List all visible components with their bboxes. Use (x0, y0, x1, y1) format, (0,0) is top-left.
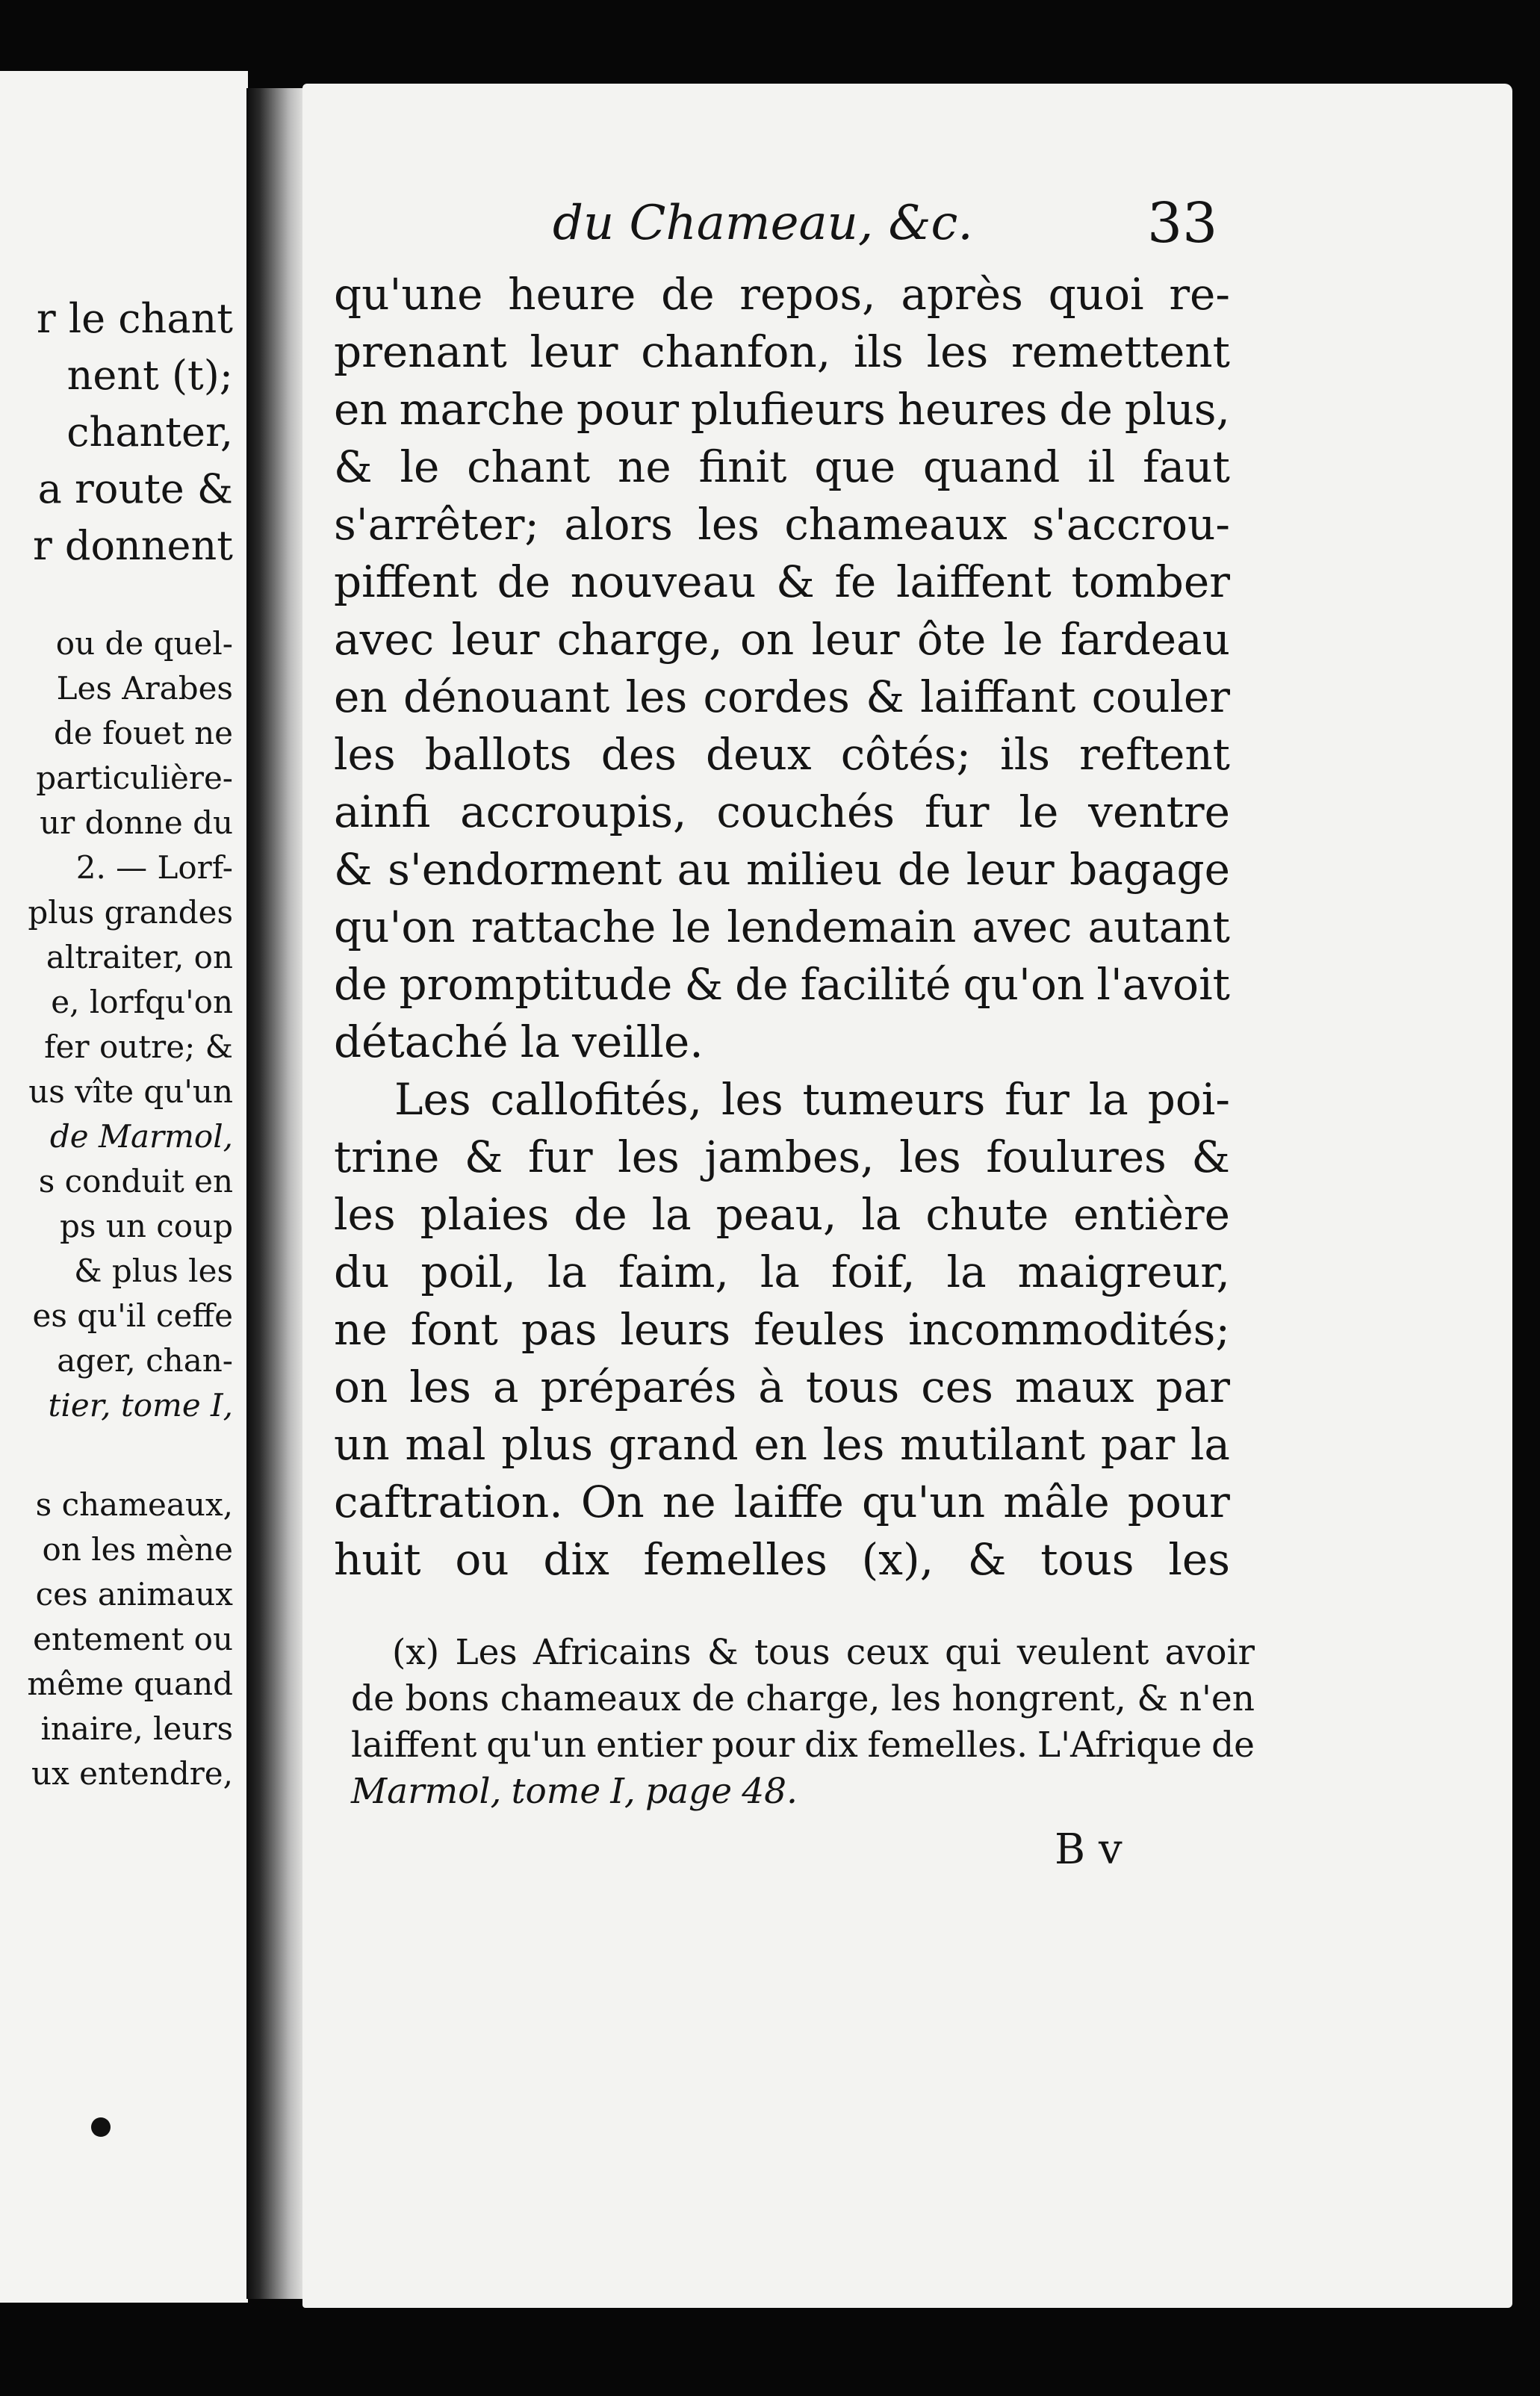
body-line: en marche pour plufieurs heures de plus, (334, 384, 1230, 435)
left-note-line: e, lorfqu'on (51, 984, 233, 1020)
body-line: s'arrêter; alors les chameaux s'accrou- (334, 499, 1230, 550)
left-note-line: entement ou (33, 1621, 233, 1657)
body-line: huit ou dix femelles (x), & tous les (334, 1534, 1230, 1585)
left-text-line: r le chant (36, 295, 233, 342)
left-note-line: ager, chan- (57, 1342, 233, 1379)
left-text-line: a route & (37, 465, 233, 512)
left-note-line: es qu'il ceffe (32, 1297, 233, 1334)
body-line: les plaies de la peau, la chute entière (334, 1189, 1230, 1240)
body-line: du poil, la faim, la foif, la maigreur, (334, 1247, 1230, 1297)
left-note-line: ur donne du (40, 804, 233, 841)
body-line: qu'une heure de repos, après quoi re- (334, 269, 1230, 320)
body-line: un mal plus grand en les mutilant par la (334, 1419, 1230, 1470)
footnote-line: (x) Les Africains & tous ceux qui veulent avoir (392, 1632, 1255, 1673)
body-line: Les callofités, les tumeurs fur la poi- (394, 1074, 1230, 1125)
left-note-line: ou de quel- (55, 625, 233, 662)
ink-dot (91, 2117, 111, 2137)
left-note-line: tier, tome I, (48, 1387, 233, 1424)
running-title: du Chameau, &c. (553, 196, 973, 251)
left-note-line: altraiter, on (46, 939, 233, 975)
left-note-line: particulière- (36, 760, 233, 796)
left-note-line: ux entendre, (31, 1755, 233, 1792)
left-note-line: on les mène (42, 1531, 233, 1568)
body-line: caftration. On ne laiffe qu'un mâle pour (334, 1477, 1230, 1527)
signature-mark: B v (1055, 1825, 1123, 1874)
footnote-line: laiffent qu'un entier pour dix femelles. L'Afrique de (351, 1725, 1255, 1766)
left-note-line: de fouet ne (54, 715, 233, 751)
footnote-line: de bons chameaux de charge, les hongrent, & n'en (351, 1678, 1255, 1719)
body-line: piffent de nouveau & fe laiffent tomber (334, 556, 1230, 607)
left-note-line: s conduit en (38, 1163, 233, 1199)
body-line: qu'on rattache le lendemain avec autant (334, 901, 1230, 952)
page-number: 33 (1147, 191, 1218, 255)
body-line: ne font pas leurs feules incommodités; (334, 1304, 1230, 1355)
body-line: trine & fur les jambes, les foulures & (334, 1132, 1230, 1182)
left-note-line: ces animaux (35, 1576, 233, 1613)
body-line: prenant leur chanfon, ils les remettent (334, 326, 1230, 377)
left-facing-page (0, 71, 248, 2303)
left-note-line: us vîte qu'un (28, 1073, 233, 1110)
left-note-line: de Marmol, (49, 1118, 233, 1155)
footnote-line: Marmol, tome I, page 48. (351, 1771, 798, 1812)
left-note-line: fer outre; & (44, 1028, 233, 1065)
body-line: on les a préparés à tous ces maux par (334, 1362, 1230, 1412)
body-line: les ballots des deux côtés; ils reftent (334, 729, 1230, 780)
left-note-line: Les Arabes (56, 670, 233, 707)
body-line: & s'endorment au milieu de leur bagage (334, 844, 1230, 895)
left-note-line: plus grandes (28, 894, 233, 931)
left-note-line: ps un coup (60, 1208, 233, 1244)
left-text-line: r donnent (32, 522, 233, 569)
left-note-line: inaire, leurs (40, 1710, 233, 1747)
left-text-line: chanter, (66, 409, 233, 456)
left-note-line: & plus les (74, 1253, 233, 1289)
left-text-line: nent (t); (66, 352, 233, 399)
body-line: détaché la veille. (334, 1017, 704, 1067)
body-line: en dénouant les cordes & laiffant couler (334, 671, 1230, 722)
body-line: avec leur charge, on leur ôte le fardeau (334, 614, 1230, 665)
body-line: de promptitude & de facilité qu'on l'avoit (334, 959, 1230, 1010)
left-note-line: s chameaux, (35, 1486, 233, 1523)
left-note-line: 2. — Lorf- (75, 849, 233, 886)
body-line: & le chant ne finit que quand il faut (334, 441, 1230, 492)
left-note-line: même quand (27, 1666, 233, 1702)
body-line: ainfi accroupis, couchés fur le ventre (334, 786, 1230, 837)
